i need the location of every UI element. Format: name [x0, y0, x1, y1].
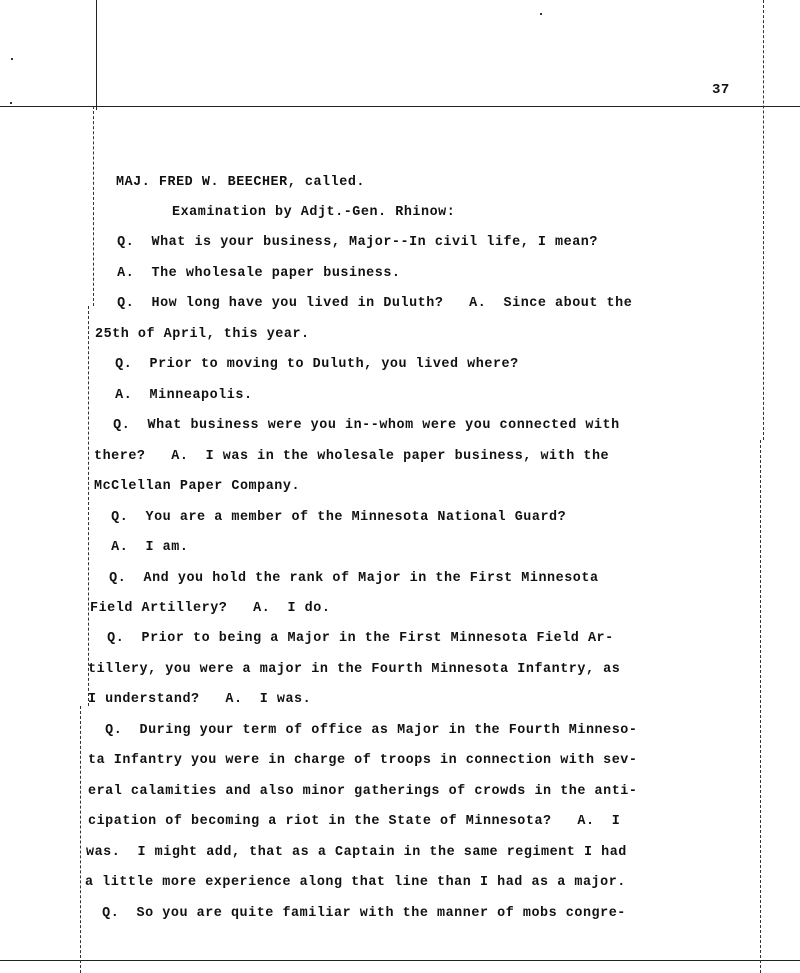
transcript-line: was. I might add, that as a Captain in the same regiment I had [86, 845, 627, 860]
left-margin-rule-lower-3 [80, 706, 81, 973]
transcript-line: Q. During your term of office as Major in the Fourth Minneso- [88, 723, 638, 738]
examination-line: Examination by Adjt.-Gen. Rhinow: [172, 205, 456, 220]
scan-speck [540, 13, 542, 15]
left-margin-rule-lower-2 [88, 306, 89, 706]
scan-speck [11, 58, 13, 60]
transcript-line: Q. So you are quite familiar with the manner of mobs congre- [85, 906, 626, 921]
transcript-line: I understand? A. I was. [88, 692, 312, 707]
transcript-line: Q. What is your business, Major--In civil life, I mean? [100, 235, 598, 250]
scan-speck [10, 102, 12, 104]
left-margin-rule [96, 0, 97, 110]
transcript-line: Q. What business were you in--whom were you connected with [96, 418, 620, 433]
transcript-line: A. I am. [94, 540, 189, 555]
page-number: 37 [712, 82, 730, 98]
transcript-line: 25th of April, this year. [95, 327, 310, 342]
transcript-line: tillery, you were a major in the Fourth Minnesota Infantry, as [88, 662, 621, 677]
transcript-line: A. The wholesale paper business. [100, 266, 401, 281]
right-margin-rule-lower [760, 440, 761, 973]
transcript-line: ta Infantry you were in charge of troops in connection with sev- [88, 753, 638, 768]
transcript-line: eral calamities and also minor gatherings of crowds in the anti- [88, 784, 638, 799]
left-margin-rule-lower [93, 106, 94, 306]
transcript-line: there? A. I was in the wholesale paper business, with the [94, 449, 610, 464]
top-rule [0, 106, 800, 107]
transcript-line: Q. Prior to moving to Duluth, you lived where? [98, 357, 519, 372]
transcript-line: Field Artillery? A. I do. [90, 601, 331, 616]
transcript-line: Q. Prior to being a Major in the First Minnesota Field Ar- [90, 631, 614, 646]
witness-heading: MAJ. FRED W. BEECHER, called. [116, 175, 365, 190]
bottom-rule [0, 960, 800, 961]
right-margin-rule [763, 0, 764, 440]
transcript-line: McClellan Paper Company. [94, 479, 301, 494]
transcript-line: a little more experience along that line than I had as a major. [85, 875, 626, 890]
transcript-line: cipation of becoming a riot in the State of Minnesota? A. I [88, 814, 621, 829]
transcript-line: A. Minneapolis. [98, 388, 253, 403]
transcript-line: Q. And you hold the rank of Major in the First Minnesota [92, 571, 599, 586]
transcript-line: Q. How long have you lived in Duluth? A. Since about the [100, 296, 633, 311]
transcript-line: Q. You are a member of the Minnesota National Guard? [94, 510, 567, 525]
